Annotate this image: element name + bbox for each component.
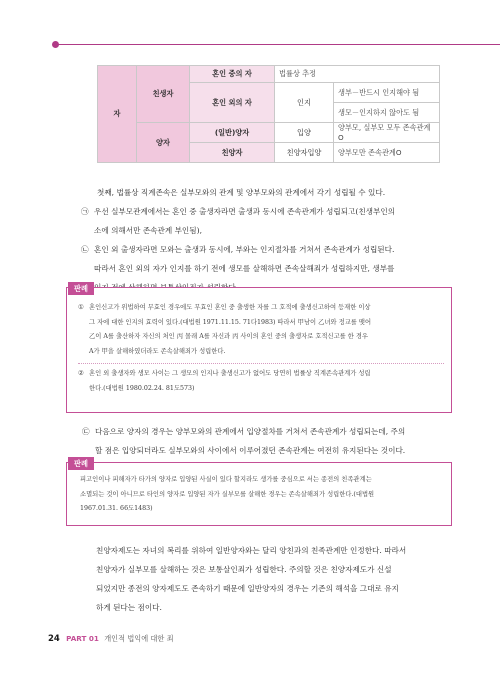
item-1-marker: ㉠ (81, 207, 89, 216)
case-2-line-2: 소멸되는 것이 아니므로 타인의 양자로 입양된 자가 실부모를 살해한 경우는 존속살해죄가 성립한다.(대법원 (80, 490, 375, 498)
case-tag-1: 판례 (68, 282, 94, 295)
case-1-separator (78, 363, 444, 365)
table-r2-mid: 인지 (275, 83, 334, 123)
part-label: PART 01 (66, 634, 99, 643)
table-r4-value: 양부모만 존속관계O (334, 143, 440, 163)
table-r3-label: (일반)양자 (190, 123, 275, 143)
item-3-line-1: 다음으로 양자의 경우는 양부모와의 관계에서 입양절차를 거쳐서 존속관계가 성립되는데, 주의 (95, 427, 406, 436)
table-r2-value-a: 생부－반드시 인지해야 됨 (334, 83, 440, 103)
table-r1-value: 법률상 추정 (275, 66, 440, 83)
closing-paragraph (96, 541, 481, 617)
item-2-marker: ㉡ (81, 245, 89, 254)
item-1-line-1: 우선 실부모관계에서는 혼인 중 출생자라면 출생과 동시에 존속관계가 성립되고(친생부인의 (94, 207, 396, 216)
relationship-table (97, 65, 440, 163)
case-1-p2-line-2: 한다.(대법원 1980.02.24. 81도573) (89, 384, 195, 392)
page-footer (48, 634, 174, 644)
item-2-line-1: 혼인 외 출생자라면 모와는 출생과 동시에, 부와는 인지절차를 거쳐서 존속관계가 성립된다. (94, 245, 395, 254)
table-adopted-header: 양자 (137, 123, 190, 163)
page-number: 24 (48, 634, 60, 644)
case-1-p1-line-3: 乙이 A를 출산하자 자신의 처인 丙 몰래 A를 자신과 丙 사이의 혼인 중의 출생자로 호적신고를 한 경우 (89, 333, 368, 340)
table-r1-label: 혼인 중의 자 (190, 66, 275, 83)
table-child-header: 자 (98, 66, 137, 163)
item-1-line-2: 소에 의해서만 존속관계 부인됨), (94, 226, 202, 235)
case-1-paragraph-1 (78, 301, 444, 359)
table-r2-label: 혼인 외의 자 (190, 83, 275, 123)
table-r4-mid: 친양자입양 (275, 143, 334, 163)
table-r4-label: 친양자 (190, 143, 275, 163)
closing-line-2: 친양자가 실부모를 살해하는 것은 보통살인죄가 성립한다. 주의할 것은 친양자제도가 신설 (96, 565, 392, 574)
closing-line-3: 되었지만 종전의 양자제도도 존속하기 때문에 일반양자의 경우는 기존의 해석을 그대로 유지 (96, 584, 399, 593)
closing-line-1: 친양자제도는 자녀의 복리를 위하여 일반양자와는 달리 양친과의 친족관계만 인정한다. 따라서 (96, 546, 407, 555)
header-rule (56, 44, 500, 45)
table-r2-value-b: 생모－인지하지 않아도 됨 (334, 103, 440, 123)
table-r3-mid: 입양 (275, 123, 334, 143)
case-2-line-1: 피고인이나 피해자가 타가의 양자로 입양된 사실이 있다 할지라도 생가를 중심으로 서는 종전의 친족관계는 (80, 476, 372, 483)
case-1-paragraph-2 (78, 367, 444, 396)
case-1-p2-marker: ② (78, 370, 84, 377)
item-3-line-2: 할 점은 입양되더라도 실부모와의 사이에서 이루어졌던 존속관계는 여전히 유지된다는 것이다. (95, 446, 406, 455)
item-1 (81, 202, 481, 240)
item-2-line-2: 따라서 혼인 외의 자가 인지를 하기 전에 생모를 살해하면 존속살해죄가 성립하지만, 생부를 (94, 264, 395, 273)
case-tag-2: 판례 (68, 457, 94, 470)
closing-line-4: 하게 된다는 점이다. (96, 603, 162, 612)
case-1-p1-line-4: A가 甲을 살해하였더라도 존속살해죄가 성립한다. (89, 347, 226, 355)
chapter-title: 개인적 법익에 대한 죄 (104, 634, 174, 643)
intro-paragraph: 첫째, 법률상 직계존속은 실부모와의 관계 및 양부모와의 관계에서 각기 성립될 수 있다. (97, 188, 386, 197)
item-3 (82, 422, 482, 460)
case-1-p2-line-1: 혼인 외 출생자와 생모 사이는 그 생모의 인지나 출생신고가 없어도 당연히 법률상 직계존속관계가 성립 (89, 370, 371, 377)
case-2-line-3: 1967.01.31. 66도1483) (80, 505, 153, 512)
case-1-p1-marker: ① (78, 304, 84, 311)
case-1-p1-line-1: 혼인신고가 위법하여 무효인 경우에도 무효인 혼인 중 출생한 자를 그 호적에 출생신고하여 등재한 이상 (89, 304, 371, 311)
table-r3-value: 양부모, 실부모 모두 존속관계O (334, 123, 440, 143)
item-3-marker: ㉢ (82, 427, 90, 436)
table-natural-header: 친생자 (137, 66, 190, 123)
case-1-p1-line-2: 그 자에 대한 인지의 효력이 있다.(대법원 1971.11.15. 71다1983) 따라서 甲남이 乙녀와 정교를 맺어 (89, 318, 372, 326)
case-2-body (80, 473, 444, 517)
